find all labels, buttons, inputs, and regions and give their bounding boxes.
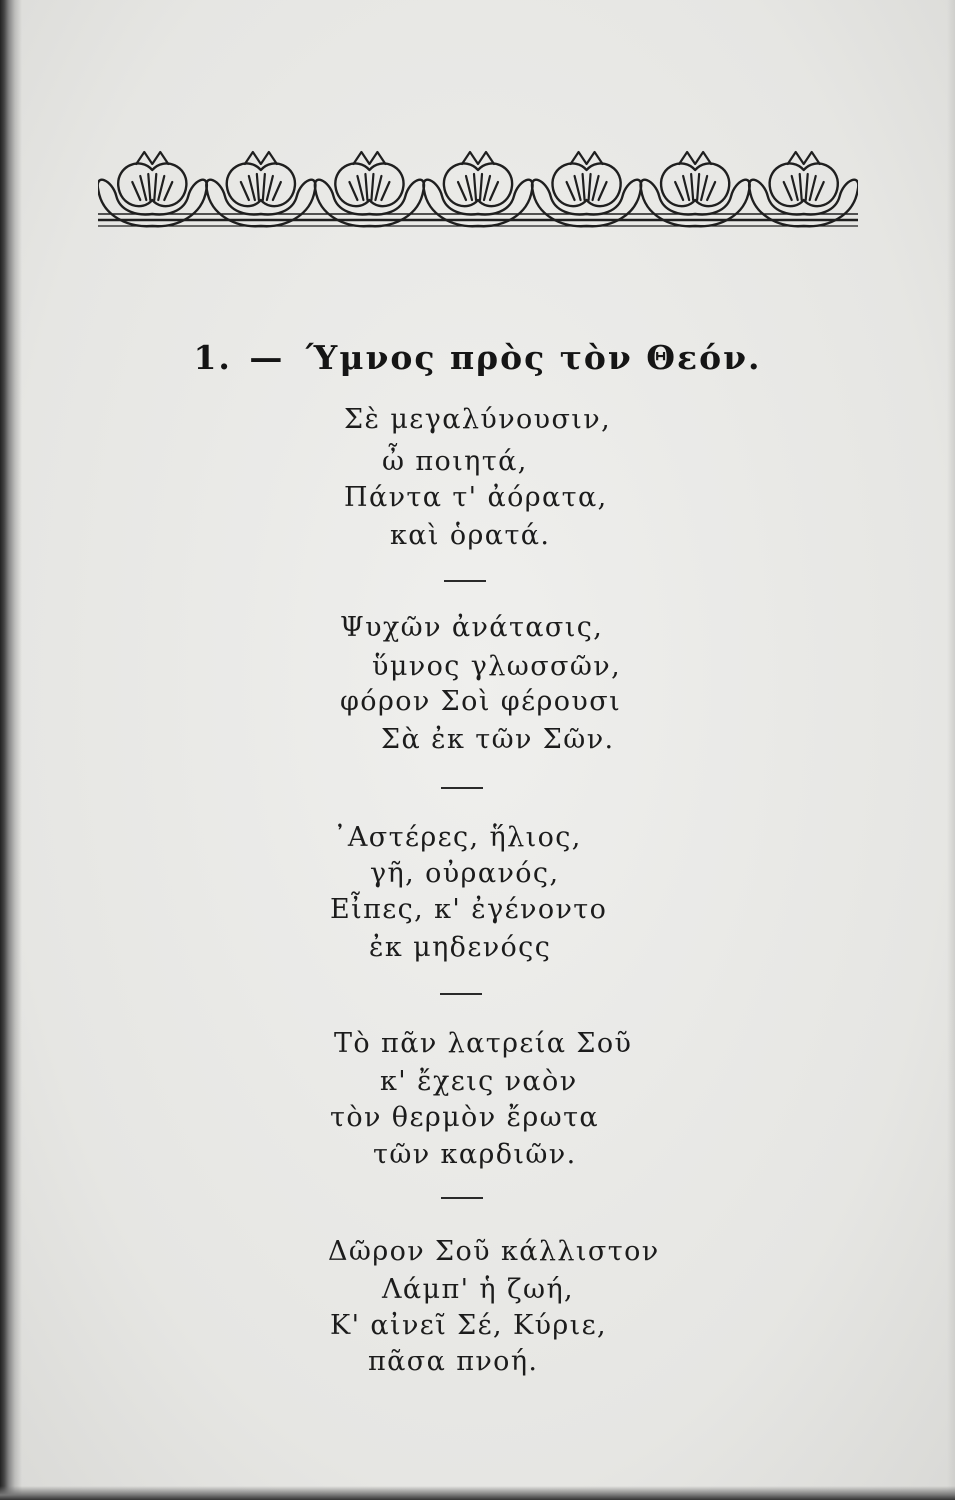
poem-number: 1. bbox=[193, 338, 232, 377]
stanza-separator bbox=[440, 993, 482, 995]
stanza-3-line-2: γῆ, οὐρανός, bbox=[370, 858, 560, 889]
stanza-separator bbox=[441, 1197, 483, 1199]
stanza-1-line-2: ὦ ποιητά, bbox=[382, 446, 528, 477]
stanza-3-line-1: ᾽Αστέρες, ἥλιος, bbox=[333, 822, 582, 853]
page-right-edge bbox=[947, 0, 955, 1500]
stanza-1-line-3: Πάντα τ' ἀόρατα, bbox=[344, 482, 608, 513]
stanza-4-line-3: τὸν θερμὸν ἔρωτα bbox=[330, 1102, 600, 1133]
stanza-separator bbox=[444, 580, 486, 582]
page-bottom-edge bbox=[0, 1486, 955, 1500]
lotus-ornament-icon bbox=[98, 152, 207, 226]
lotus-ornament-icon bbox=[749, 152, 858, 226]
lotus-ornament-icon bbox=[423, 152, 532, 226]
stanza-3-line-4: ἐκ μηδενόςς bbox=[369, 932, 552, 963]
stanza-5-line-2: Λάμπ' ἡ ζωή, bbox=[382, 1274, 574, 1305]
poem-title bbox=[0, 338, 955, 377]
stanza-5-line-1: Δῶρον Σοῦ κάλλιστον bbox=[328, 1236, 660, 1267]
stanza-2-line-4: Σὰ ἐκ τῶν Σῶν. bbox=[381, 724, 615, 755]
stanza-4-line-2: κ' ἔχεις ναὸν bbox=[380, 1066, 578, 1097]
lotus-ornament-icon bbox=[532, 152, 641, 226]
stanza-1-line-1: Σὲ μεγαλύνουσιν, bbox=[344, 404, 612, 435]
stanza-2-line-3: φόρον Σοὶ φέρουσι bbox=[340, 686, 622, 717]
lotus-ornament-icon bbox=[641, 152, 750, 226]
stanza-4-line-4: τῶν καρδιῶν. bbox=[373, 1139, 577, 1170]
decorative-header-ornament bbox=[98, 138, 858, 238]
title-dash: — bbox=[249, 338, 285, 377]
stanza-separator bbox=[441, 787, 483, 789]
stanza-2-line-1: Ψυχῶν ἀνάτασις, bbox=[340, 612, 604, 643]
stanza-4-line-1: Τὸ πᾶν λατρεία Σοῦ bbox=[334, 1028, 633, 1059]
lotus-ornament-icon bbox=[206, 152, 315, 226]
stanza-5-line-4: πᾶσα πνοή. bbox=[368, 1346, 539, 1377]
stanza-2-line-2: ὕμνος γλωσσῶν, bbox=[372, 651, 622, 682]
stanza-3-line-3: Εἶπες, κ' ἐγένοντο bbox=[330, 894, 608, 925]
poem-title-text: Ύμνος πρὸς τὸν Θεόν. bbox=[305, 338, 762, 377]
page-binding-edge bbox=[0, 0, 22, 1500]
lotus-ornament-icon bbox=[315, 152, 424, 226]
stanza-5-line-3: Κ' αἰνεῖ Σέ, Κύριε, bbox=[330, 1310, 608, 1341]
stanza-1-line-4: καὶ ὁρατά. bbox=[390, 520, 551, 551]
